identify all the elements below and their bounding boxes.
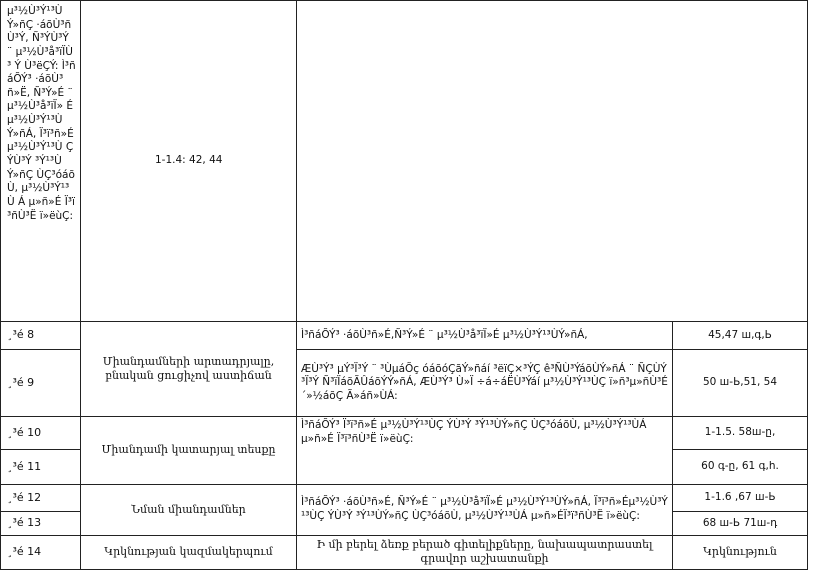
table-row	[1, 322, 808, 350]
lesson-number: ¸³é 10	[1, 417, 81, 450]
lesson-number: ¸³é 14	[1, 536, 81, 570]
lesson-topic: Կրկնության կազմակերպում	[81, 536, 297, 570]
lesson-pages: 45,47 ш,գ,Ь	[673, 322, 808, 350]
lesson-pages: 60 գ-ը, 61 գ,h.	[673, 450, 808, 485]
reference-cell: 1-1.4: 42, 44	[81, 1, 297, 322]
lesson-objective: Ì³ñáÕÝ³ ·áõÙ³ñ»É, Ñ³Ý»É ¨ µ³½Ù³å³ïÏ»É µ³½Ù³Ý¹³ÙÝ»ñÁ, Ï³ï³ñ»Éµ³½Ù³Ý¹³ÙÇ ÝÙ³Ý ³Ý¹³ÙÝ»ñÇ ÙÇ³óáõÙ, µ³½Ù³Ý¹³ÙÁ µ»ñ»ÉÏ³ï³ñÙ³Ë ï»ëùÇ:	[297, 485, 673, 536]
objective-text-cell: µ³½Ù³Ý¹³Ù Ý»ñÇ ·áõÙ³ñÙ³Ý, Ñ³ÝÙ³Ý ¨ µ³½Ù³å³ïÏÙ³ Ý Ù³ëÇÝ: Ì³ñáÕÝ³ ·áõÙ³ñ»Ë, Ñ³Ý»É ¨ µ³½Ù³å³ïÏ» É µ³½Ù³Ý¹³Ù Ý»ñÁ, Ï³ï³ñ»É µ³½Ù³Ý¹³Ù Ç ÝÙ³Ý ³Ý¹³ÙÝ»ñÇ ÙÇ³óáõÙ, µ³½Ù³Ý¹³Ù Á µ»ñ»É Ï³ï³ñÙ³Ë ï»ëùÇ:	[1, 1, 81, 322]
lesson-topic: Միանդամների արտադրյալը, բնական ցուցիչով աստիճան	[81, 322, 297, 417]
empty-cell	[297, 1, 808, 322]
lesson-objective: Ի մի բերել ձեռք բերած գիտելիքները, նախապատրաստել գրավոր աշխատանքի	[297, 536, 673, 570]
lesson-number: ¸³é 13	[1, 512, 81, 536]
lesson-pages: Կրկնություն	[673, 536, 808, 570]
table-row	[1, 1, 808, 322]
lesson-pages: 50 ш-Ь,51, 54	[673, 350, 808, 417]
table-row	[1, 417, 808, 450]
lesson-number: ¸³é 12	[1, 485, 81, 512]
lesson-objective: Ì³ñáÕÝ³ Ï³ï³ñ»É µ³½Ù³Ý¹³ÙÇ ÝÙ³Ý ³Ý¹³ÙÝ»ñÇ ÙÇ³óáõÙ, µ³½Ù³Ý¹³ÙÁ µ»ñ»É Ï³ï³ñÙ³Ë ï»ëùÇ:	[297, 417, 673, 485]
lesson-objective: ÆÙ³Ý³ µÝ³Ï³Ý ¨ ³ÙµáÕç óáõóÇãÝ»ñáí ³ëïÇ×³ÝÇ ê³ÑÙ³ÝáõÙÝ»ñÁ ¨ ÑÇÙÝ³Ï³Ý Ñ³ïÏáõÃÛáõÝÝ»ñÁ, ÆÙ³Ý³ Ù»Ï ÷á÷áËÙ³Ýáí µ³½Ù³Ý¹³ÙÇ ï»ñ³µ»ñÙ³É ´»½áõÇ Ã»áñ»ÙÁ:	[297, 350, 673, 417]
lesson-pages: 68 ш-Ь 71ш-դ	[673, 512, 808, 536]
lesson-topic: Նման միանդամներ	[81, 485, 297, 536]
table-row	[1, 536, 808, 570]
lesson-number: ¸³é 11	[1, 450, 81, 485]
lesson-objective: Ì³ñáÕÝ³ ·áõÙ³ñ»É,Ñ³Ý»É ¨ µ³½Ù³å³ïÏ»É µ³½Ù³Ý¹³ÙÝ»ñÁ,	[297, 322, 673, 350]
lesson-topic: Միանդամի կատարյալ տեսքը	[81, 417, 297, 485]
table-row	[1, 485, 808, 512]
lesson-pages: 1-1.5. 58ш-ը,	[673, 417, 808, 450]
lesson-number: ¸³é 9	[1, 350, 81, 417]
lesson-number: ¸³é 8	[1, 322, 81, 350]
lesson-pages: 1-1.6 ,67 ш-Ь	[673, 485, 808, 512]
